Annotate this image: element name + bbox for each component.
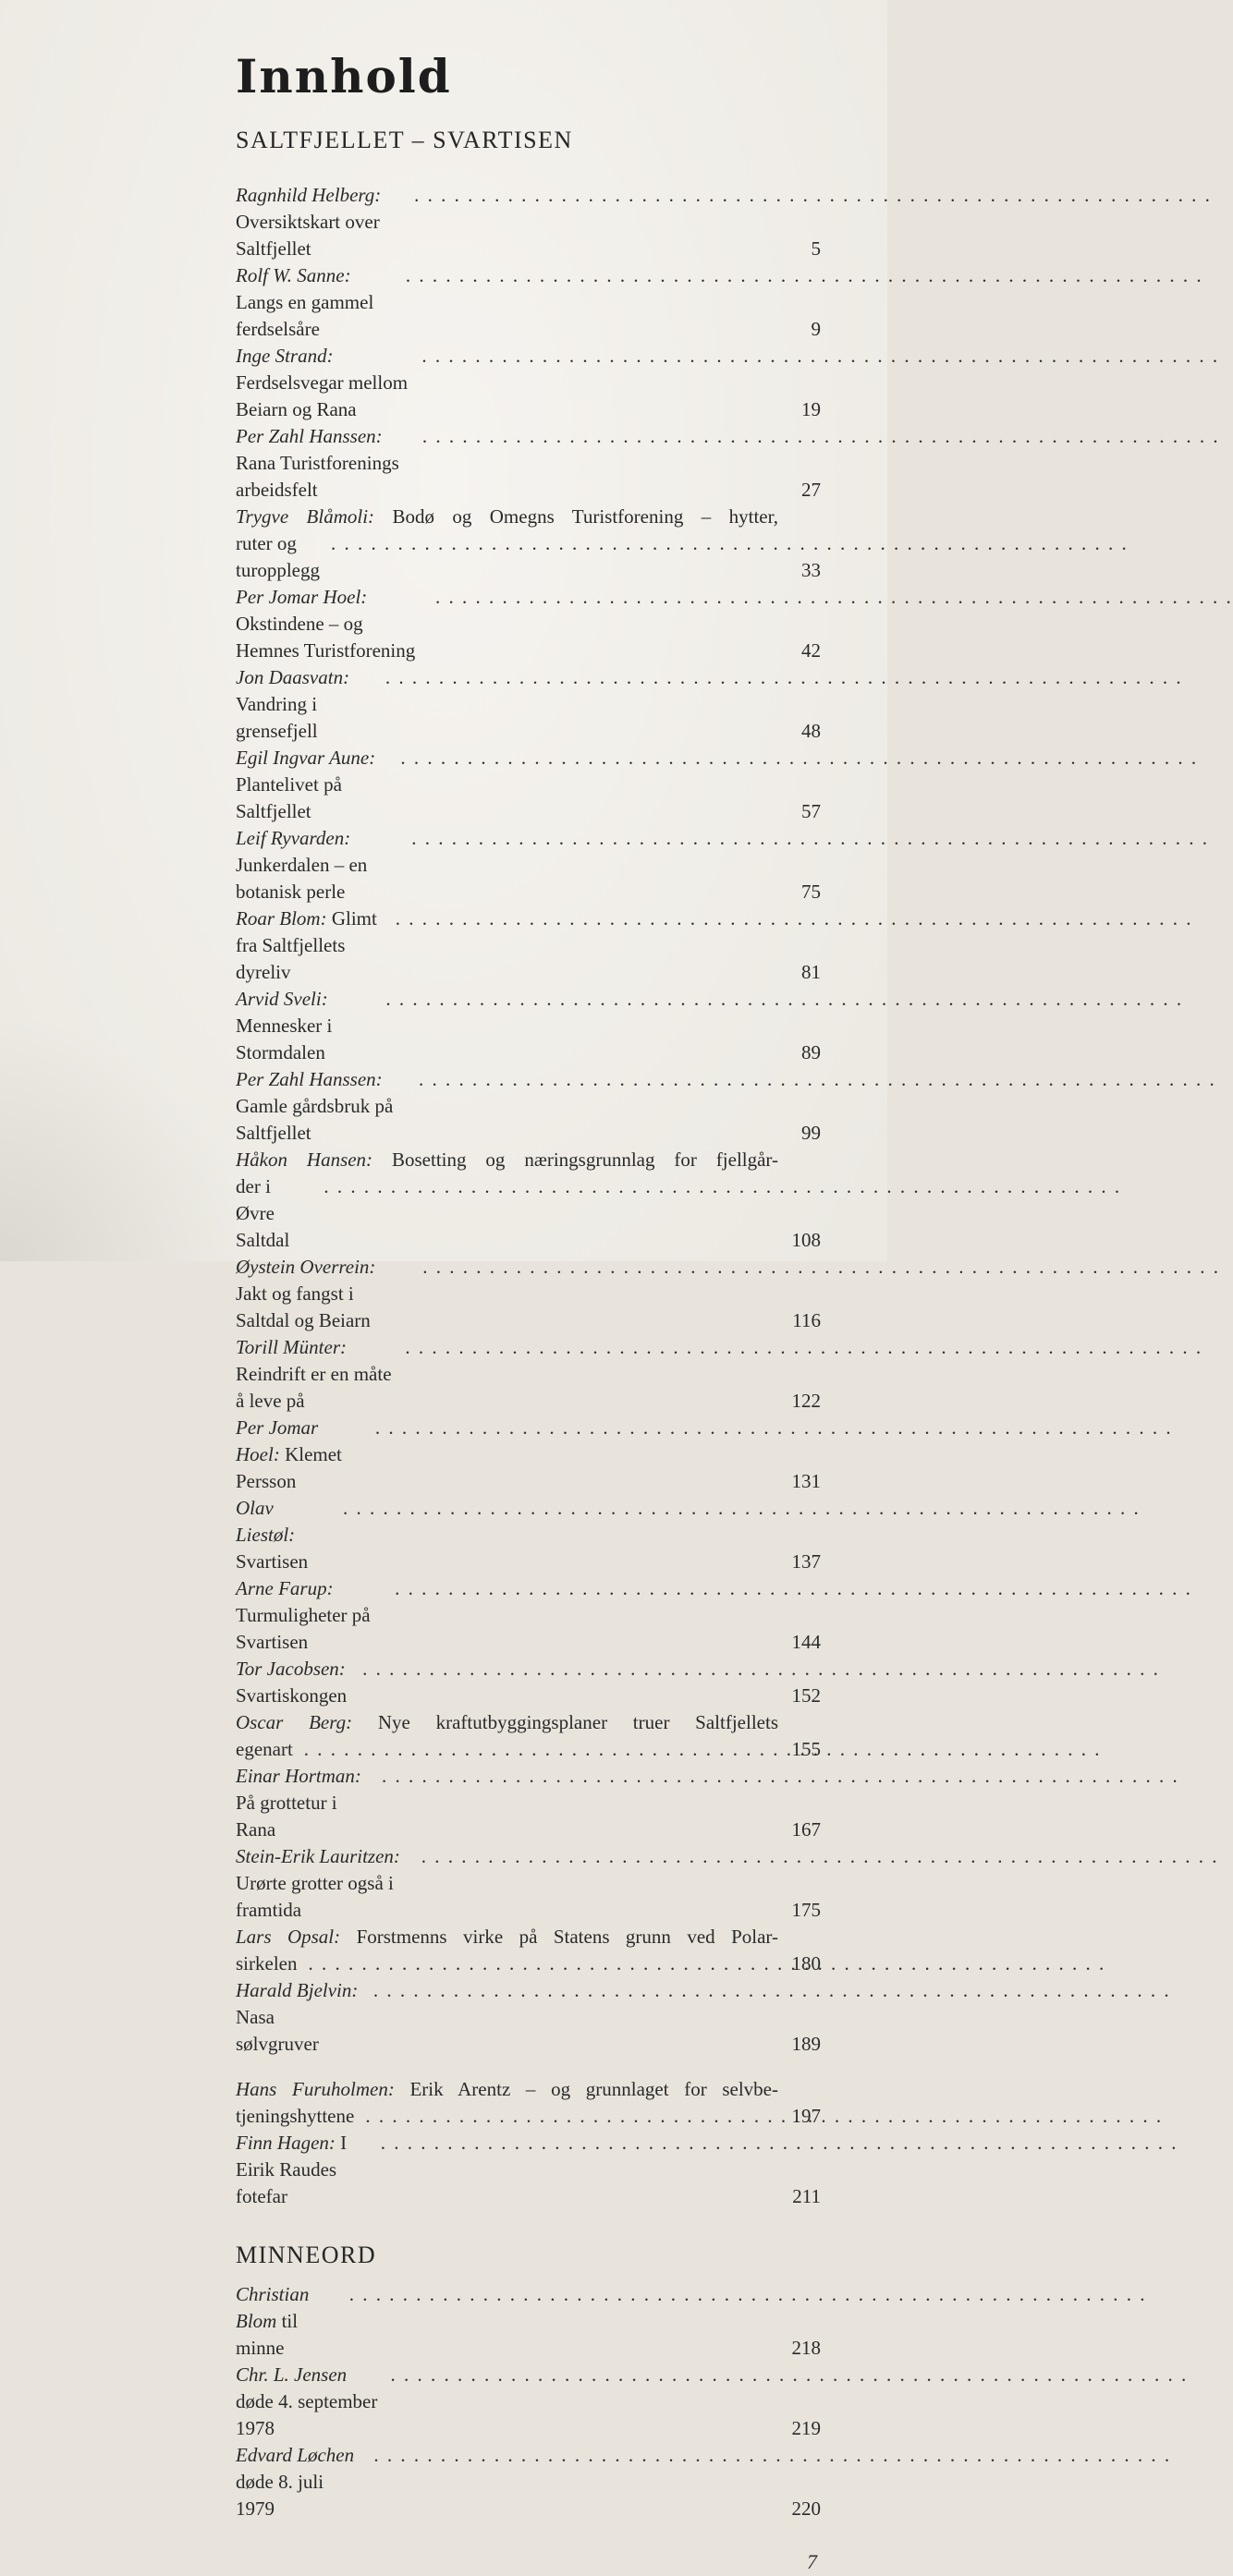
entry-page-number: 42 <box>801 639 821 662</box>
toc-entry <box>236 504 821 584</box>
entry-text <box>236 423 778 504</box>
entry-author: Per Jomar Hoel: <box>236 1416 319 1465</box>
toc-entry <box>236 1709 821 1763</box>
entry-text <box>236 745 778 825</box>
dot-leader <box>396 905 771 932</box>
entry-text <box>236 1575 778 1656</box>
toc-entry <box>236 1254 821 1334</box>
entry-continuation: der i Øvre Saltdal <box>236 1175 290 1251</box>
entry-page-number: 220 <box>791 2497 821 2520</box>
entry-author: Torill Münter: <box>236 1336 347 1358</box>
entry-page-number: 175 <box>791 1899 821 1921</box>
entry-title: Oversiktskart over Saltfjellet <box>236 211 380 260</box>
toc-entry <box>236 423 821 504</box>
entry-page-number: 122 <box>791 1390 821 1412</box>
toc-entry <box>236 1495 821 1575</box>
entry-page-number: 57 <box>801 800 821 822</box>
entry-text <box>236 664 778 745</box>
toc-entry <box>236 1415 821 1495</box>
entry-page-number: 131 <box>791 1470 821 1492</box>
entry-text <box>236 1147 778 1254</box>
entry-text <box>236 1709 778 1763</box>
entry-title: Nasa sølvgruver <box>236 2006 319 2055</box>
entry-page-number: 89 <box>801 1041 821 1063</box>
toc-entry <box>236 2076 821 2130</box>
entry-page-number: 219 <box>791 2417 821 2439</box>
dot-leader <box>400 745 771 772</box>
entry-author: Roar Blom: <box>236 907 327 930</box>
entry-text <box>236 182 778 262</box>
entry-title: I Eirik Raudes fotefar <box>236 2132 348 2207</box>
entry-page-number: 155 <box>791 1738 821 1760</box>
entry-author: Finn Hagen: <box>236 2132 336 2154</box>
toc-sections <box>236 127 821 2522</box>
dot-leader <box>331 530 771 557</box>
entry-continuation: sirkelen <box>236 1952 298 1975</box>
entry-text <box>236 2442 778 2522</box>
toc-entry <box>236 584 821 664</box>
toc-entry <box>236 1977 821 2058</box>
entry-title: Bodø og Omegns Turistforening – hytter, <box>392 505 779 528</box>
dot-leader <box>395 1575 771 1602</box>
entry-page-number: 152 <box>791 1684 821 1707</box>
toc-entry <box>236 1763 821 1843</box>
entry-page-number: 19 <box>801 398 821 420</box>
toc-section <box>236 127 821 2210</box>
toc-entry <box>236 1334 821 1415</box>
entry-title: Reindrift er en måte å leve på <box>236 1363 392 1412</box>
entry-title: Nye kraftutbyggingsplaner truer Saltfjellets <box>377 1711 779 1733</box>
dot-leader <box>373 2442 771 2469</box>
entry-text <box>236 2130 778 2210</box>
entry-title: Rana Turistforenings arbeidsfelt <box>236 452 399 501</box>
entry-title: Mennesker i Stormdalen <box>236 1015 333 1063</box>
toc-entry <box>236 1843 821 1924</box>
entry-text <box>236 1066 778 1147</box>
entry-page-number: 144 <box>791 1631 821 1653</box>
entry-author: Rolf W. Sanne: <box>236 264 351 286</box>
toc-entry <box>236 2281 821 2362</box>
dot-leader <box>414 182 771 209</box>
entry-text <box>236 343 778 423</box>
dot-leader <box>411 825 771 852</box>
entry-continuation: ruter og turopplegg <box>236 532 320 581</box>
dot-leader <box>349 2281 771 2308</box>
dot-leader <box>405 1334 771 1361</box>
entry-text <box>236 1254 778 1334</box>
entry-text <box>236 1924 778 1977</box>
entry-page-number: 167 <box>791 1818 821 1841</box>
dot-leader <box>385 664 771 691</box>
entry-page-number: 218 <box>791 2337 821 2359</box>
entry-title: Erik Arentz – og grunnlaget for selvbe- <box>409 2078 778 2100</box>
toc-entry <box>236 905 821 986</box>
dot-leader <box>385 986 771 1013</box>
entry-title: Ferdselsvegar mellom Beiarn og Rana <box>236 371 409 420</box>
entry-author: Arne Farup: <box>236 1577 334 1599</box>
entry-text <box>236 1415 778 1495</box>
entry-text <box>236 504 778 584</box>
entry-author: Christian Blom <box>236 2283 310 2332</box>
entry-author: Arvid Sveli: <box>236 988 328 1010</box>
dot-leader <box>362 1656 771 1683</box>
entry-page-number: 75 <box>801 881 821 903</box>
entry-author: Einar Hortman: <box>236 1765 361 1787</box>
entry-title: Okstindene – og Hemnes Turistforening <box>236 613 416 662</box>
entry-title: til minne <box>236 2310 299 2359</box>
toc-entry <box>236 262 821 343</box>
entry-text <box>236 1843 778 1924</box>
entry-page-number: 99 <box>801 1122 821 1144</box>
toc-entry <box>236 2130 821 2210</box>
toc-entry <box>236 1656 821 1709</box>
entry-title: Gamle gårdsbruk på Saltfjellet <box>236 1095 394 1144</box>
entry-title: Langs en gammel ferdselsåre <box>236 291 374 340</box>
dot-leader <box>419 1066 771 1093</box>
toc-entry <box>236 664 821 745</box>
entry-title: døde 4. september 1978 <box>236 2390 378 2439</box>
entry-author: Harald Bjelvin: <box>236 1979 359 2001</box>
page-title: Innhold <box>236 49 452 103</box>
entry-title: Svartiskongen <box>236 1684 348 1707</box>
dot-leader <box>308 1950 771 1977</box>
entry-author: Trygve Blåmoli: <box>236 505 375 528</box>
entry-title: Bosetting og næringsgrunnlag for fjellgår- <box>391 1148 779 1171</box>
entry-title: Urørte grotter også i framtida <box>236 1872 394 1921</box>
toc-entry <box>236 745 821 825</box>
entry-title: Junkerdalen – en botanisk perle <box>236 854 368 903</box>
entry-author: Chr. L. Jensen <box>236 2363 348 2386</box>
dot-leader <box>343 1495 771 1522</box>
entry-author: Per Zahl Hanssen: <box>236 1068 383 1090</box>
dot-leader <box>304 1736 771 1763</box>
entry-title: Vandring i grensefjell <box>236 693 318 742</box>
dot-leader <box>381 2130 771 2157</box>
entry-text <box>236 986 778 1066</box>
toc-entry <box>236 343 821 423</box>
dot-leader <box>382 1763 771 1790</box>
entry-title: døde 8. juli 1979 <box>236 2471 324 2520</box>
entry-text <box>236 1334 778 1415</box>
entry-text <box>236 2362 778 2442</box>
dot-leader <box>391 2362 771 2388</box>
dot-leader <box>435 584 771 611</box>
entry-text <box>236 825 778 905</box>
dot-leader <box>421 343 771 370</box>
entry-text <box>236 584 778 664</box>
entry-page-number: 137 <box>791 1550 821 1573</box>
toc-entry <box>236 182 821 262</box>
entry-page-number: 81 <box>801 961 821 983</box>
entry-page-number: 33 <box>801 559 821 581</box>
entry-author: Jon Daasvatn: <box>236 666 350 688</box>
toc-entry <box>236 1924 821 1977</box>
entry-continuation: tjeningshyttene <box>236 2105 355 2127</box>
entry-text <box>236 2281 778 2362</box>
entry-author: Olav Liestøl: <box>236 1497 296 1546</box>
toc-entry <box>236 1066 821 1147</box>
toc-entry <box>236 825 821 905</box>
entry-page-number: 180 <box>791 1952 821 1975</box>
toc-section <box>236 2242 821 2522</box>
entry-author: Øystein Overrein: <box>236 1256 376 1278</box>
entry-text <box>236 1763 778 1843</box>
entry-page-number: 116 <box>792 1309 821 1331</box>
toc-entry <box>236 2442 821 2522</box>
folio-page-number: 7 <box>807 2550 817 2573</box>
dot-leader <box>365 2103 771 2130</box>
dot-leader <box>422 423 771 450</box>
entry-page-number: 108 <box>791 1229 821 1251</box>
section-heading: MINNEORD <box>236 2242 377 2268</box>
dot-leader <box>406 262 771 289</box>
entry-author: Håkon Hansen: <box>236 1148 373 1171</box>
entry-page-number: 189 <box>791 2033 821 2055</box>
entry-title: På grottetur i Rana <box>236 1792 337 1841</box>
entry-title: Turmuligheter på Svartisen <box>236 1604 371 1653</box>
entry-author: Oscar Berg: <box>236 1711 353 1733</box>
dot-leader <box>421 1843 771 1870</box>
entry-author: Leif Ryvarden: <box>236 827 351 849</box>
entry-page-number: 48 <box>801 720 821 742</box>
entry-text <box>236 905 778 986</box>
entry-title: Forstmenns virke på Statens grunn ved Polar- <box>356 1926 778 1948</box>
entry-page-number: 27 <box>801 479 821 501</box>
entry-author: Per Zahl Hanssen: <box>236 425 383 447</box>
dot-leader <box>422 1254 771 1281</box>
entry-author: Lars Opsal: <box>236 1926 341 1948</box>
entry-list <box>236 182 821 2210</box>
entry-author: Stein-Erik Lauritzen: <box>236 1845 400 1867</box>
entry-page-number: 9 <box>811 318 821 340</box>
entry-author: Tor Jacobsen: <box>236 1658 346 1680</box>
dot-leader <box>324 1173 771 1200</box>
page-content <box>236 49 821 2576</box>
section-heading: SALTFJELLET – SVARTISEN <box>236 127 573 153</box>
entry-author: Ragnhild Helberg: <box>236 184 382 206</box>
entry-page-number: 211 <box>792 2185 821 2207</box>
dot-leader <box>375 1415 771 1441</box>
entry-author: Edvard Løchen <box>236 2444 355 2466</box>
toc-entry <box>236 1575 821 1656</box>
dot-leader <box>373 1977 771 2004</box>
toc-entry <box>236 2362 821 2442</box>
entry-title: Svartisen <box>236 1550 309 1573</box>
entry-author: Hans Furuholmen: <box>236 2078 395 2100</box>
entry-page-number: 197 <box>791 2105 821 2127</box>
toc-entry <box>236 986 821 1066</box>
entry-text <box>236 1977 778 2058</box>
entry-title: Klemet Persson <box>236 1443 342 1492</box>
entry-title: Jakt og fangst i Saltdal og Beiarn <box>236 1282 371 1331</box>
entry-author: Per Jomar Hoel: <box>236 586 368 608</box>
entry-continuation: egenart <box>236 1738 293 1760</box>
entry-title: Plantelivet på Saltfjellet <box>236 773 342 822</box>
entry-list <box>236 2281 821 2522</box>
entry-page-number: 5 <box>811 237 821 260</box>
entry-title: Glimt fra Saltfjellets dyreliv <box>236 907 377 983</box>
entry-author: Inge Strand: <box>236 345 334 367</box>
entry-text <box>236 262 778 343</box>
entry-text <box>236 2076 778 2130</box>
entry-text <box>236 1656 778 1709</box>
entry-author: Egil Ingvar Aune: <box>236 747 376 769</box>
toc-entry <box>236 1147 821 1254</box>
entry-text <box>236 1495 778 1575</box>
